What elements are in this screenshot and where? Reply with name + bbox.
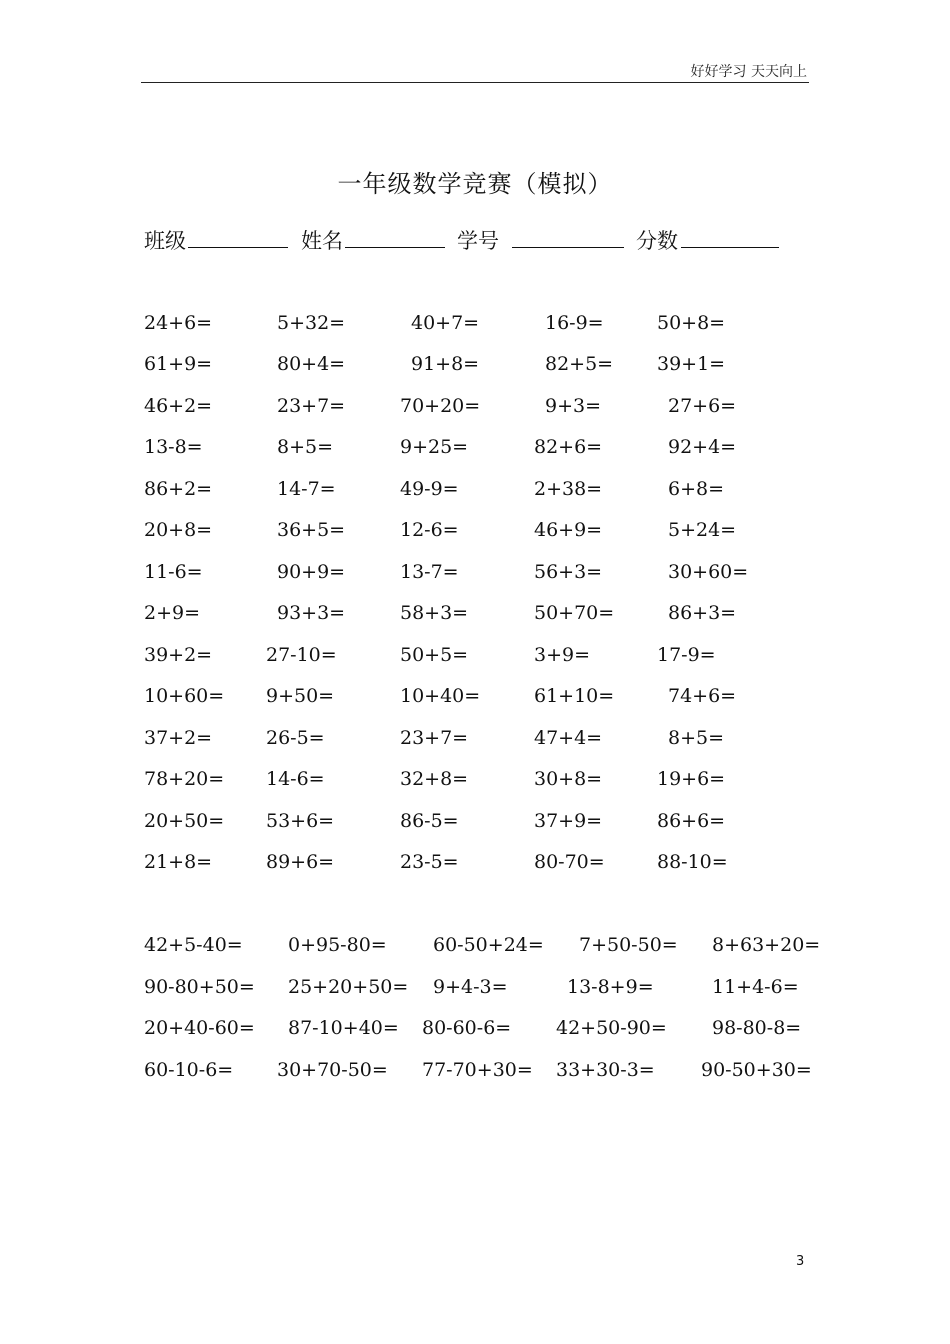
arithmetic-problem: 10+40= (400, 685, 481, 707)
arithmetic-problem: 30+8= (534, 768, 603, 790)
arithmetic-problem: 14-6= (266, 768, 325, 790)
arithmetic-problem: 46+9= (534, 519, 603, 541)
arithmetic-problem: 39+2= (144, 644, 213, 666)
arithmetic-problem: 19+6= (657, 768, 726, 790)
arithmetic-problem: 61+9= (144, 353, 213, 375)
arithmetic-problem: 56+3= (534, 561, 603, 583)
arithmetic-problem: 86+6= (657, 810, 726, 832)
arithmetic-problem: 27+6= (668, 395, 737, 417)
name-blank[interactable] (345, 247, 445, 248)
arithmetic-problem: 40+7= (411, 312, 480, 334)
mixed-arithmetic-problem: 0+95-80= (288, 934, 387, 956)
arithmetic-problem: 58+3= (400, 602, 469, 624)
arithmetic-problem: 3+9= (534, 644, 591, 666)
arithmetic-problem: 37+2= (144, 727, 213, 749)
mixed-arithmetic-problem: 77-70+30= (422, 1059, 533, 1081)
arithmetic-problem: 80-70= (534, 851, 605, 873)
score-blank[interactable] (681, 247, 779, 248)
arithmetic-problem: 82+5= (545, 353, 614, 375)
class-label: 班级 (144, 229, 186, 253)
arithmetic-problem: 8+5= (668, 727, 725, 749)
arithmetic-problem: 86+2= (144, 478, 213, 500)
arithmetic-problem: 53+6= (266, 810, 335, 832)
arithmetic-problem: 27-10= (266, 644, 337, 666)
arithmetic-problem: 14-7= (277, 478, 336, 500)
header-rule (141, 82, 809, 83)
mixed-arithmetic-problem: 90-50+30= (701, 1059, 812, 1081)
arithmetic-problem: 9+50= (266, 685, 335, 707)
arithmetic-problem: 6+8= (668, 478, 725, 500)
mixed-arithmetic-problem: 9+4-3= (433, 976, 508, 998)
arithmetic-problem: 8+5= (277, 436, 334, 458)
arithmetic-problem: 91+8= (411, 353, 480, 375)
mixed-arithmetic-problem: 13-8+9= (567, 976, 654, 998)
mixed-arithmetic-problem: 30+70-50= (277, 1059, 388, 1081)
arithmetic-problem: 90+9= (277, 561, 346, 583)
arithmetic-problem: 2+38= (534, 478, 603, 500)
arithmetic-problem: 92+4= (668, 436, 737, 458)
mixed-arithmetic-problem: 98-80-8= (712, 1017, 802, 1039)
arithmetic-problem: 36+5= (277, 519, 346, 541)
page-title: 一年级数学竞赛（模拟） (337, 170, 613, 198)
mixed-arithmetic-problem: 11+4-6= (712, 976, 799, 998)
arithmetic-problem: 23+7= (277, 395, 346, 417)
page-number: 3 (796, 1254, 805, 1269)
name-label: 姓名 (301, 229, 343, 253)
class-blank[interactable] (188, 247, 288, 248)
arithmetic-problem: 32+8= (400, 768, 469, 790)
arithmetic-problem: 16-9= (545, 312, 604, 334)
mixed-arithmetic-problem: 90-80+50= (144, 976, 255, 998)
mixed-arithmetic-problem: 80-60-6= (422, 1017, 512, 1039)
arithmetic-problem: 89+6= (266, 851, 335, 873)
arithmetic-problem: 20+8= (144, 519, 213, 541)
arithmetic-problem: 61+10= (534, 685, 615, 707)
arithmetic-problem: 11-6= (144, 561, 203, 583)
mixed-arithmetic-problem: 33+30-3= (556, 1059, 655, 1081)
arithmetic-problem: 12-6= (400, 519, 459, 541)
mixed-arithmetic-problem: 20+40-60= (144, 1017, 255, 1039)
mixed-arithmetic-problem: 7+50-50= (579, 934, 678, 956)
arithmetic-problem: 10+60= (144, 685, 225, 707)
arithmetic-problem: 5+32= (277, 312, 346, 334)
arithmetic-problem: 2+9= (144, 602, 201, 624)
arithmetic-problem: 21+8= (144, 851, 213, 873)
student-id-label: 学号 (457, 229, 499, 253)
mixed-arithmetic-problem: 42+5-40= (144, 934, 243, 956)
arithmetic-problem: 23+7= (400, 727, 469, 749)
arithmetic-problem: 93+3= (277, 602, 346, 624)
arithmetic-problem: 13-7= (400, 561, 459, 583)
header-motto: 好好学习 天天向上 (690, 64, 807, 80)
arithmetic-problem: 86+3= (668, 602, 737, 624)
score-label: 分数 (636, 229, 678, 253)
arithmetic-problem: 20+50= (144, 810, 225, 832)
arithmetic-problem: 70+20= (400, 395, 481, 417)
arithmetic-problem: 49-9= (400, 478, 459, 500)
mixed-arithmetic-problem: 8+63+20= (712, 934, 821, 956)
arithmetic-problem: 9+3= (545, 395, 602, 417)
student-id-blank[interactable] (512, 247, 624, 248)
arithmetic-problem: 30+60= (668, 561, 749, 583)
arithmetic-problem: 50+8= (657, 312, 726, 334)
mixed-arithmetic-problem: 60-50+24= (433, 934, 544, 956)
arithmetic-problem: 86-5= (400, 810, 459, 832)
arithmetic-problem: 82+6= (534, 436, 603, 458)
arithmetic-problem: 78+20= (144, 768, 225, 790)
arithmetic-problem: 46+2= (144, 395, 213, 417)
arithmetic-problem: 80+4= (277, 353, 346, 375)
arithmetic-problem: 88-10= (657, 851, 728, 873)
arithmetic-problem: 37+9= (534, 810, 603, 832)
arithmetic-problem: 24+6= (144, 312, 213, 334)
mixed-arithmetic-problem: 42+50-90= (556, 1017, 667, 1039)
arithmetic-problem: 50+70= (534, 602, 615, 624)
arithmetic-problem: 13-8= (144, 436, 203, 458)
mixed-arithmetic-problem: 87-10+40= (288, 1017, 399, 1039)
mixed-arithmetic-problem: 25+20+50= (288, 976, 409, 998)
arithmetic-problem: 26-5= (266, 727, 325, 749)
arithmetic-problem: 17-9= (657, 644, 716, 666)
arithmetic-problem: 50+5= (400, 644, 469, 666)
arithmetic-problem: 47+4= (534, 727, 603, 749)
arithmetic-problem: 39+1= (657, 353, 726, 375)
mixed-arithmetic-problem: 60-10-6= (144, 1059, 234, 1081)
arithmetic-problem: 23-5= (400, 851, 459, 873)
arithmetic-problem: 74+6= (668, 685, 737, 707)
arithmetic-problem: 5+24= (668, 519, 737, 541)
arithmetic-problem: 9+25= (400, 436, 469, 458)
